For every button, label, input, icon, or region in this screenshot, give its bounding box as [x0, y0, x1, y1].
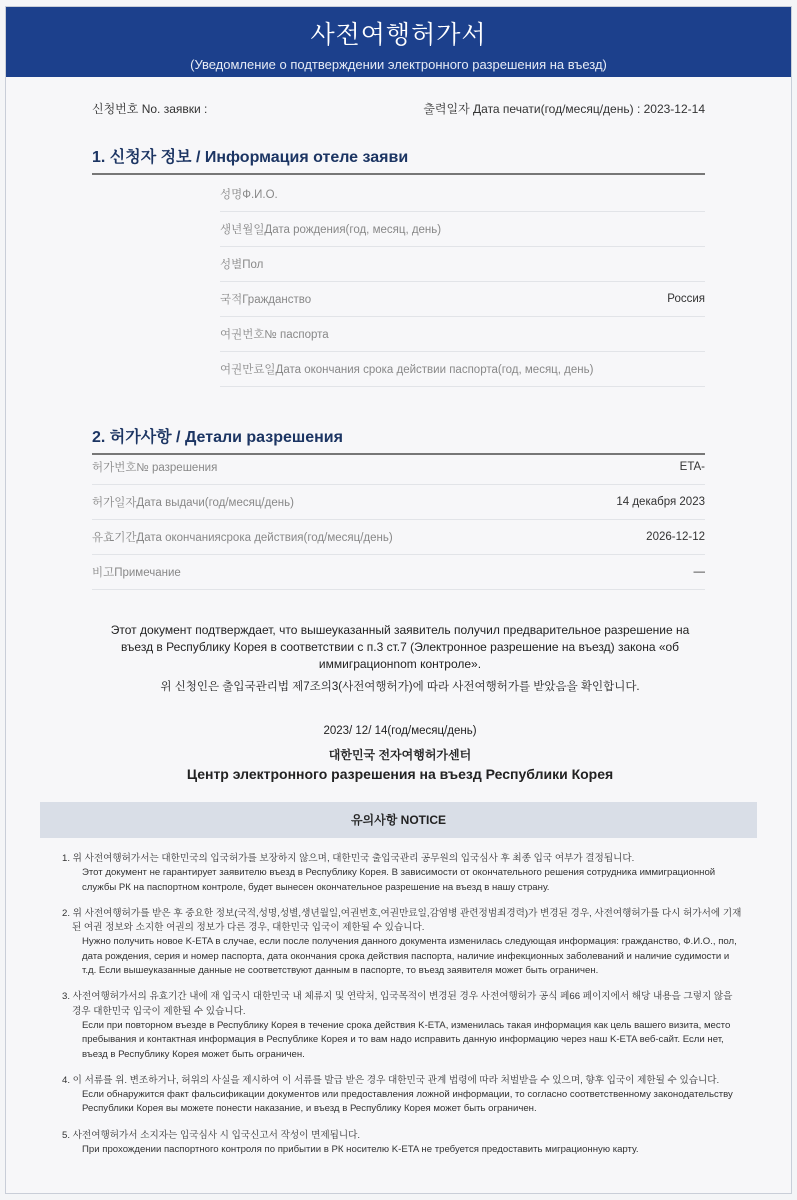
info-row [220, 282, 705, 317]
notice-list [62, 852, 742, 1169]
issue-date: 2023/ 12/ 14(год/месяц/день) [323, 725, 477, 737]
notice-ko: 3. 사전여행허가서의 유효기간 내에 재 입국시 대한민국 내 체류지 및 연락처, 입국목적이 변경된 경우 사전여행허가 공식 페66 페이지에서 해당 내용을 그렇지 않을 경우 대한민국 입국이 제한될 수 있습니다. [62, 991, 733, 1017]
applicant-info-table [220, 177, 705, 387]
row-label: 허가일자Дата выдачи(год/месяц/день) [92, 497, 294, 509]
center-name-ko: 대한민국 전자여행허가센터 [328, 748, 472, 762]
row-value: — [693, 566, 705, 578]
info-row [220, 177, 705, 212]
document-header [6, 7, 791, 77]
notice-ru: Этот документ не гарантирует заявителю въезд в Республику Корея. В зависимости от окончательного решения сотрудника иммиграционной службы РК на паспортном контроле, будет вынесен окончательное разрешение на въезд в нашу страну. [82, 867, 716, 893]
document-title: 사전여행허가서 [310, 21, 487, 49]
notice-ko: 4. 이 서류를 위. 변조하거나, 허위의 사실을 제시하여 이 서류를 발급 받은 경우 대한민국 관계 법령에 따라 처벌받을 수 있으며, 향후 입국이 제한될 수 있습니다. [62, 1074, 720, 1086]
info-row [92, 520, 705, 555]
notice-bar: 유의사항 NOTICE [40, 802, 757, 838]
row-label: 생년월일Дата рождения(год, месяц, день) [220, 224, 442, 236]
info-row [92, 555, 705, 590]
document-subtitle: (Уведомление о подтверждении электронного разрешения на въезд) [190, 57, 607, 72]
row-label: 유효기간Дата окончаниясрока действия(год/месяц/день) [92, 532, 393, 544]
info-row [220, 317, 705, 352]
notice-item [62, 1074, 742, 1117]
row-label: 허가번호№ разрешения [92, 462, 218, 474]
notice-item [62, 852, 742, 895]
row-label: 성명Ф.И.О. [220, 189, 278, 201]
info-row [220, 212, 705, 247]
info-row [220, 247, 705, 282]
notice-ko: 5. 사전여행허가서 소지자는 입국심사 시 입국신고서 작성이 면제됩니다. [62, 1129, 361, 1141]
info-row [92, 450, 705, 485]
row-label: 국적Гражданство [220, 294, 312, 306]
center-name-ru: Центр электронного разрешения на въезд Республики Корея [186, 766, 614, 782]
row-value: 14 декабря 2023 [616, 496, 705, 508]
statement-ru: Этот документ подтверждает, что вышеуказанный заявитель получил предварительное разрешение на въезд в Республику Корея в соответствии с п.3 ст.7 (Электронное разрешение на въезд) закона «об иммиграционnom контроле». [110, 623, 690, 671]
info-row [92, 485, 705, 520]
row-label: 성별Пол [220, 259, 264, 271]
notice-ru: Нужно получить новое K-ETA в случае, если после получения данного документа изменилась следующая информация: гражданство, Ф.И.О., пол, дата рождения, серия и номер паспорта, дата окончания срока действия паспорта, наличие инфекционных заболеваний и наличие судимости и т.д. Если вышеуказанные данные не соответствуют данным в паспорте, то въезд заявителя может быть ограничен. [82, 936, 737, 977]
row-label: 여권만료일Дата окончания срока действии паспорта(год, месяц, день) [220, 364, 594, 376]
row-value: ETA- [679, 461, 705, 473]
row-label: 비고Примечание [92, 567, 181, 579]
info-row [220, 352, 705, 387]
row-value: Россия [667, 293, 705, 305]
notice-item [62, 907, 742, 978]
notice-item [62, 1129, 742, 1158]
permit-details-table [92, 450, 705, 590]
section-permit-title: 2. 허가사항 / Детали разрешения [92, 424, 705, 455]
row-value: 2026-12-12 [646, 531, 705, 543]
application-number: 신청번호 No. заявки : [92, 102, 208, 116]
notice-ko: 2. 위 사전여행허가를 받은 후 중요한 정보(국적,성명,성별,생년월일,여권번호,여권만료일,감염병 관련정범죄경력)가 변경된 경우, 사전여행허가를 다시 허가서에 기재된 여권 정보와 소지한 여권의 정보가 다른 경우, 대한민국 입국이 제한될 수 있습니다. [62, 907, 742, 934]
notice-ru: Если обнаружится факт фальсификации документов или предоставления ложной информации, то согласно соответственному законодательству Республики Корея вы можете понести наказание, и въезд в Республику Корея может быть ограничен. [82, 1089, 733, 1115]
row-label: 여권번호№ паспорта [220, 329, 329, 341]
section-applicant-title: 1. 신청자 정보 / Информация отеле заяви [92, 144, 705, 175]
statement-ko: 위 신청인은 출입국관리법 제7조의3(사전여행허가)에 따라 사전여행허가를 받았음을 확인합니다. [160, 681, 640, 693]
print-date: 출력일자 Дата печати(год/месяц/день) : 2023-12-14 [423, 102, 705, 116]
notice-ru: Если при повторном въезде в Республику Корея в течение срока действия K-ETA, изменилась такая информация как цель вашего визита, место пребывания и контактная информация в Республике Корея и то вам надо исправить данную информацию через наш K-ETA веб-сайт. Если нет, въезд в Республику Корея может быть ограничен. [82, 1019, 731, 1060]
notice-item [62, 990, 742, 1061]
notice-ru: При прохождении паспортного контроля по прибытии в РК носителю K-ETA не требуется предоставить миграционную карту. [82, 1144, 639, 1156]
notice-ko: 1. 위 사전여행허가서는 대한민국의 입국허가를 보장하지 않으며, 대한민국 출입국관리 공무원의 입국심사 후 최종 입국 여부가 결정됩니다. [62, 853, 635, 864]
